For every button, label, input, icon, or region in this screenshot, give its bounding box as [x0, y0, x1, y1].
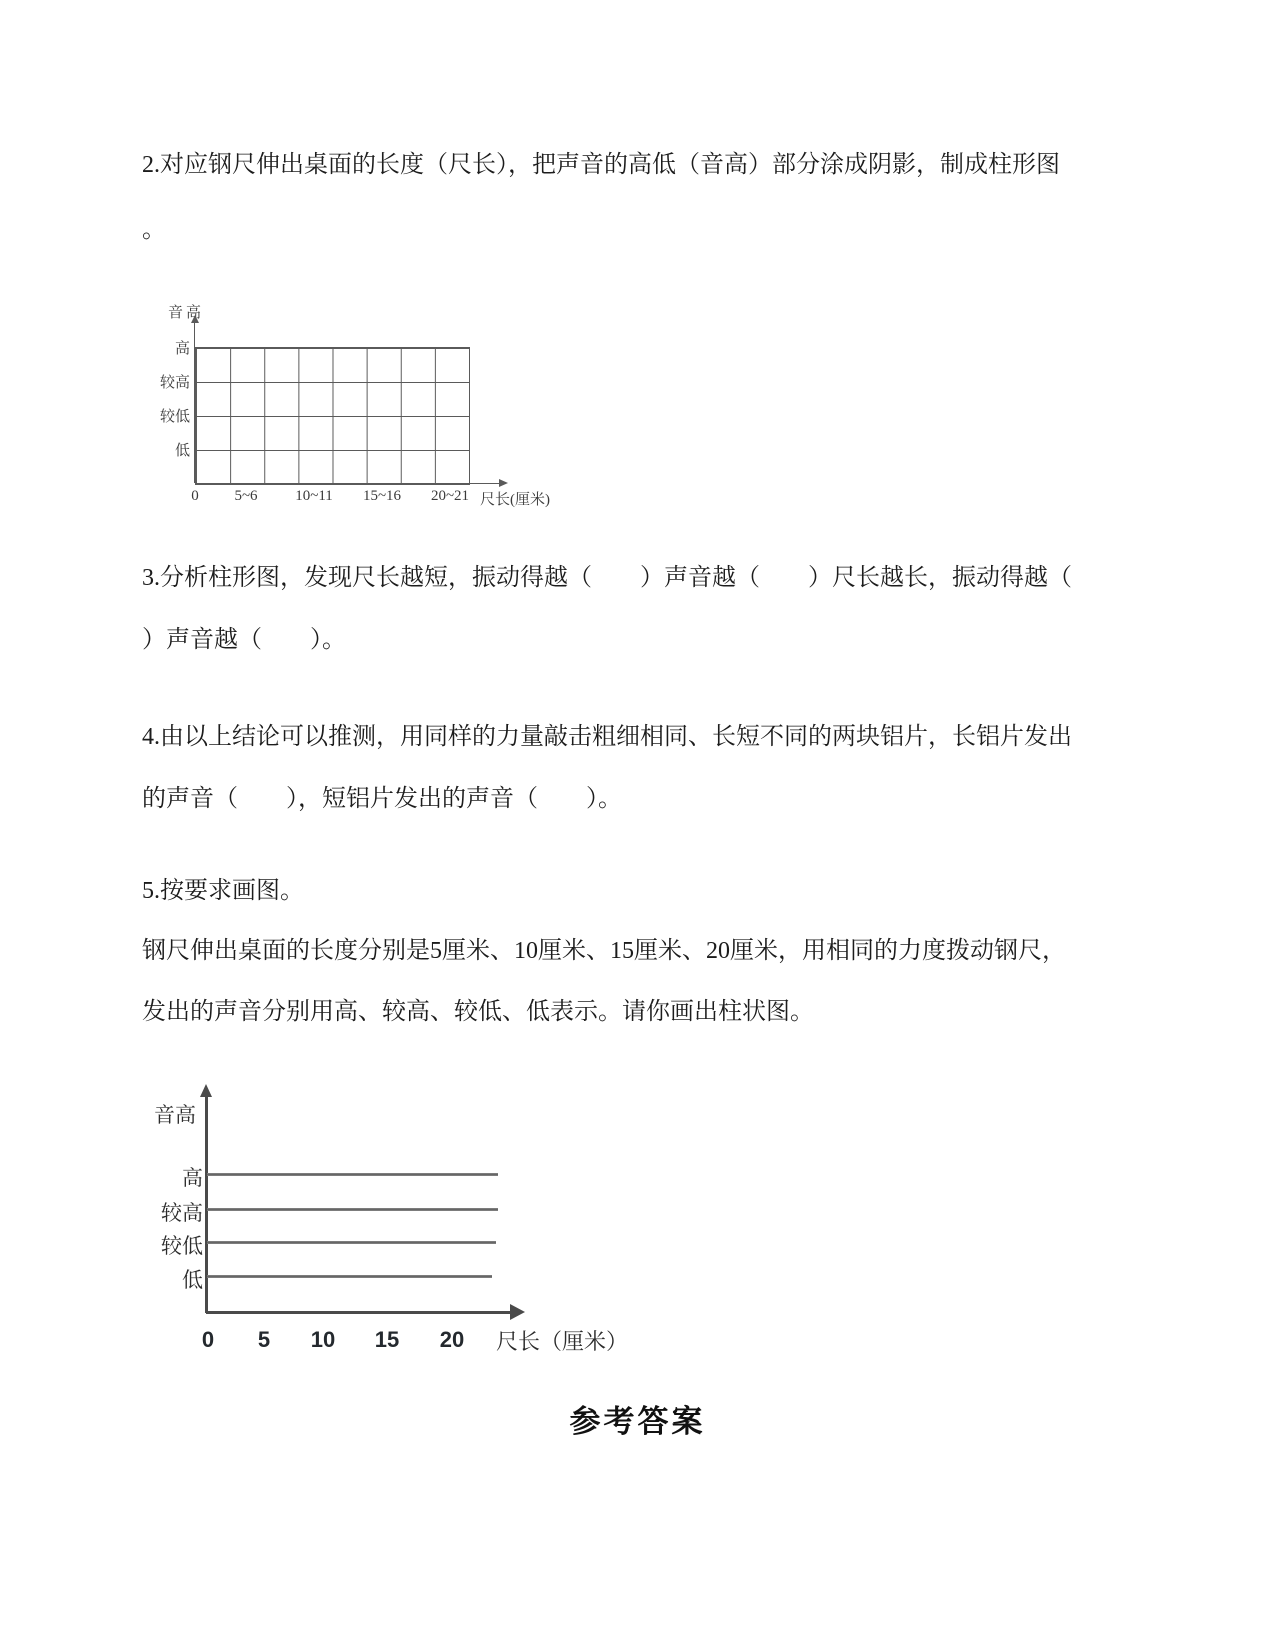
c2-ylabel-high: 高: [182, 1167, 203, 1190]
c2-gridline-mid-low: [207, 1241, 496, 1244]
c2-y-axis: [205, 1096, 208, 1313]
question-5-line-2: 钢尺伸出桌面的长度分别是5厘米、10厘米、15厘米、20厘米，用相同的力度拨动钢尺，: [142, 938, 1066, 964]
c1-right-arrow-icon: [499, 479, 508, 487]
question-4-line-2: 的声音（ ），短铝片发出的声音（ ）。: [142, 786, 622, 812]
c2-gridline-high: [207, 1173, 498, 1176]
c1-up-arrow-icon: [191, 315, 199, 323]
question-2-line-2: 。: [142, 217, 166, 243]
c2-gridline-mid-high: [207, 1208, 498, 1211]
c2-ylabel-low: 低: [182, 1269, 203, 1292]
c2-x-axis-label: 尺长（厘米）: [496, 1329, 629, 1354]
c1-ytick-mid-high: 较高: [159, 375, 190, 391]
c1-ytick-mid-low: 较低: [159, 409, 190, 425]
c1-xtick-4: 20~21: [430, 488, 470, 504]
c2-y-axis-title: 音高: [154, 1104, 196, 1127]
c1-grid: [195, 347, 470, 485]
c2-x-axis: [206, 1311, 514, 1314]
c2-xtick-10: 10: [310, 1327, 336, 1352]
c2-xtick-0: 0: [201, 1327, 215, 1352]
c1-x-axis: [195, 483, 501, 484]
question-5-line-1: 5.按要求画图。: [142, 878, 304, 904]
c1-xtick-0: 0: [191, 488, 199, 504]
c2-xtick-15: 15: [374, 1327, 400, 1352]
question-3-line-1: 3.分析柱形图，发现尺长越短，振动得越（ ）声音越（ ）尺长越长，振动得越（: [142, 565, 1072, 591]
question-2-line-1: 2.对应钢尺伸出桌面的长度（尺长），把声音的高低（音高）部分涂成阴影，制成柱形图: [142, 152, 1060, 178]
c2-ylabel-mid-low: 较低: [161, 1235, 203, 1258]
question-4-line-1: 4.由以上结论可以推测，用同样的力量敲击粗细相同、长短不同的两块铝片，长铝片发出: [142, 724, 1072, 750]
c1-xtick-2: 10~11: [295, 488, 333, 504]
c1-ytick-low: 低: [174, 443, 190, 459]
c2-gridline-low: [207, 1275, 492, 1278]
c1-xtick-1: 5~6: [234, 488, 258, 504]
c2-ylabel-mid-high: 较高: [161, 1202, 203, 1225]
c2-right-arrow-icon: [510, 1304, 525, 1320]
answers-heading: 参考答案: [569, 1404, 706, 1439]
c2-xtick-5: 5: [257, 1327, 271, 1352]
question-3-line-2: ）声音越（ ）。: [142, 627, 346, 653]
c1-x-axis-label: 尺长(厘米): [480, 492, 550, 508]
c2-xtick-20: 20: [439, 1327, 465, 1352]
c1-ytick-high: 高: [174, 341, 190, 357]
c1-xtick-3: 15~16: [362, 488, 402, 504]
c1-y-axis-title: 音高: [168, 305, 205, 321]
question-5-line-3: 发出的声音分别用高、较高、较低、低表示。请你画出柱状图。: [142, 999, 814, 1025]
